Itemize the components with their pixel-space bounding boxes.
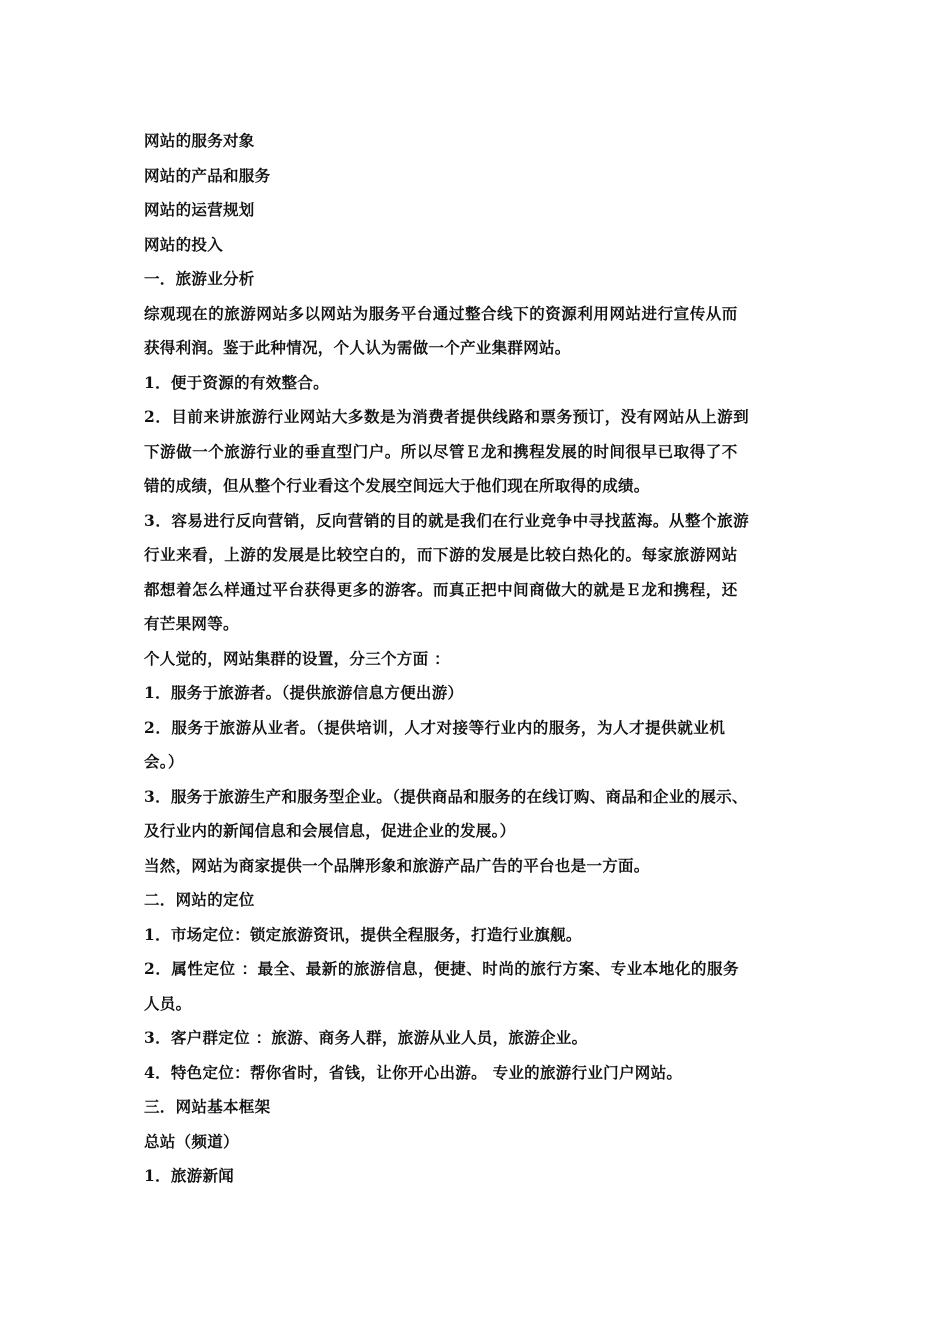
list-item: 1．旅游新闻 <box>144 1166 235 1185</box>
paragraph-line: 总站（频道） <box>144 1131 239 1151</box>
paragraph-line: 综观现在的旅游网站多以网站为服务平台通过整合线下的资源利用网站进行宣传从而 <box>144 303 738 323</box>
text-line: 网站的服务对象 <box>144 131 255 150</box>
paragraph-line: 错的成绩，但从整个行业看这个发展空间远大于他们现在所取得的成绩。 <box>144 476 650 495</box>
section-heading: 一．旅游业分析 <box>144 269 255 288</box>
paragraph-line: 人员。 <box>144 993 192 1013</box>
paragraph-line: 及行业内的新闻信息和会展信息，促进企业的发展。） <box>144 821 516 840</box>
paragraph-line: 获得利润。鉴于此种情况，个人认为需做一个产业集群网站。 <box>144 338 571 357</box>
paragraph-line: 都想着怎么样通过平台获得更多的游客。而真正把中间商做大的就是Ｅ龙和携程，还 <box>144 579 738 599</box>
paragraph-line: 会。） <box>144 752 184 771</box>
list-item: 2．服务于旅游从业者。（提供培训，人才对接等行业内的服务，为人才提供就业机 <box>144 717 726 737</box>
text-line: 网站的投入 <box>144 234 224 254</box>
list-item: 3．服务于旅游生产和服务型企业。（提供商品和服务的在线订购、商品和企业的展示、 <box>144 786 748 806</box>
document-body <box>144 124 794 1194</box>
section-heading: 二．网站的定位 <box>144 890 255 909</box>
paragraph-line: 当然，网站为商家提供一个品牌形象和旅游产品广告的平台也是一方面。 <box>144 855 650 875</box>
list-item: 1．服务于旅游者。（提供旅游信息方便出游） <box>144 683 464 702</box>
list-item: 3．客户群定位 ：旅游、商务人群，旅游从业人员，旅游企业。 <box>144 1028 588 1047</box>
list-item: 1．便于资源的有效整合。 <box>144 372 329 392</box>
list-item: 3．容易进行反向营销，反向营销的目的就是我们在行业竞争中寻找蓝海。从整个旅游 <box>144 510 750 530</box>
text-line: 网站的产品和服务 <box>144 165 271 185</box>
section-heading: 三．网站基本框架 <box>144 1097 271 1116</box>
list-item: 1．市场定位：锁定旅游资讯，提供全程服务，打造行业旗舰。 <box>144 924 582 944</box>
paragraph-line: 个人觉的，网站集群的设置，分三个方面 ： <box>144 648 450 668</box>
paragraph-line: 行业来看，上游的发展是比较空白的，而下游的发展是比较白热化的。每家旅游网站 <box>144 545 738 564</box>
list-item: 4．特色定位：帮你省时，省钱，让你开心出游。 专业的旅游行业门户网站。 <box>144 1062 683 1082</box>
list-item: 2．目前来讲旅游行业网站大多数是为消费者提供线路和票务预订，没有网站从上游到 <box>144 407 750 426</box>
text-line: 网站的运营规划 <box>144 200 255 219</box>
list-item: 2．属性定位 ：最全、最新的旅游信息，便捷、时尚的旅行方案、专业本地化的服务 <box>144 959 740 978</box>
paragraph-line: 下游做一个旅游行业的垂直型门户。所以尽管Ｅ龙和携程发展的时间很早已取得了不 <box>144 441 738 461</box>
paragraph-line: 有芒果网等。 <box>144 614 239 633</box>
